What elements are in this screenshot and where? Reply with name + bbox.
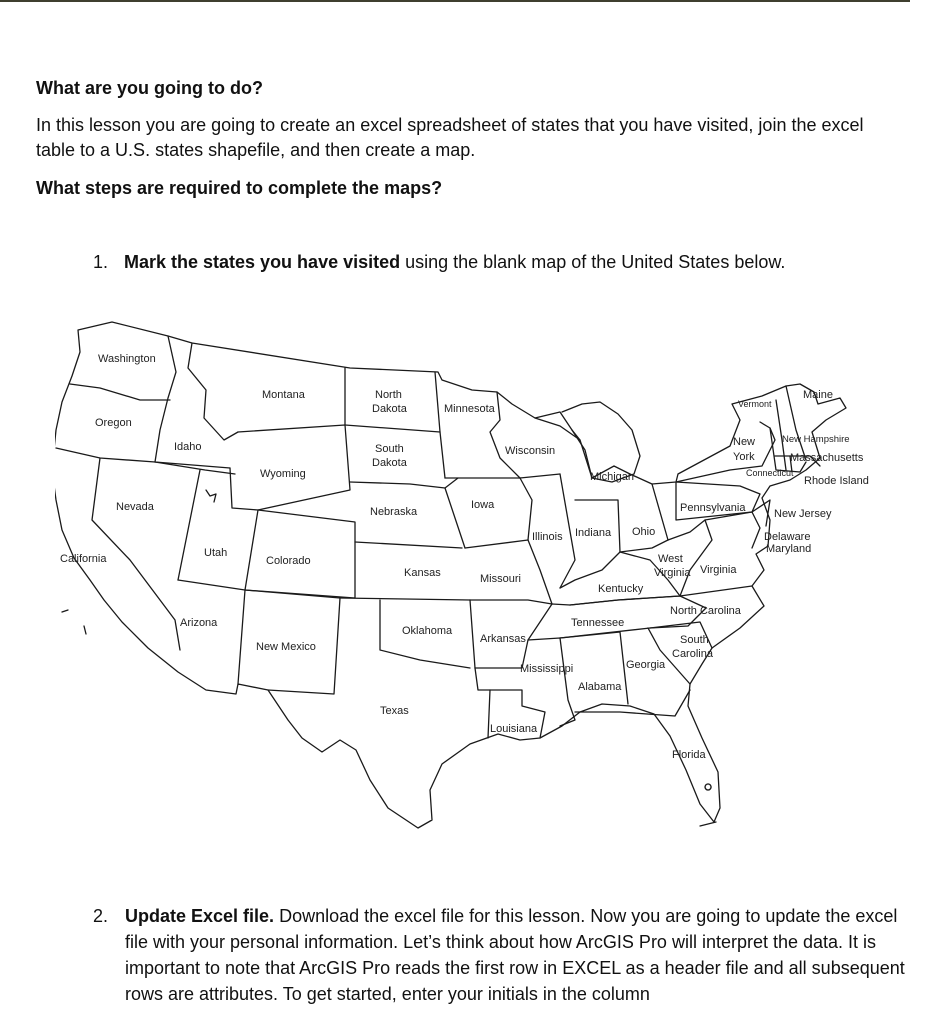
border-ut-co bbox=[230, 468, 258, 590]
step-2-bold: Update Excel file. bbox=[125, 906, 275, 926]
step-1-number: 1. bbox=[93, 252, 109, 272]
label-minnesota: Minnesota bbox=[444, 403, 495, 415]
border-ne-ks bbox=[355, 542, 462, 548]
border-mi-upper bbox=[535, 418, 580, 440]
border-sd-ne bbox=[350, 478, 458, 488]
label-new-york-line2: York bbox=[733, 451, 755, 463]
label-montana: Montana bbox=[262, 389, 305, 401]
label-oklahoma: Oklahoma bbox=[402, 625, 453, 637]
label-maryland: Maryland bbox=[766, 543, 812, 555]
label-delaware: Delaware bbox=[764, 531, 811, 543]
label-wisconsin: Wisconsin bbox=[505, 445, 556, 457]
label-colorado: Colorado bbox=[266, 555, 311, 567]
step-2-text bbox=[125, 903, 925, 1007]
label-washington: Washington bbox=[98, 353, 156, 365]
label-utah: Utah bbox=[204, 547, 228, 559]
label-new-jersey: New Jersey bbox=[774, 508, 832, 520]
label-iowa: Iowa bbox=[471, 499, 495, 511]
border-mo-il bbox=[528, 540, 552, 604]
step-1 bbox=[93, 249, 893, 275]
label-arkansas: Arkansas bbox=[480, 633, 526, 645]
border-nd-sd bbox=[345, 425, 440, 432]
label-north-dakota-line2: Dakota bbox=[372, 403, 407, 415]
step-2-number: 2. bbox=[93, 906, 109, 926]
border-michigan bbox=[562, 402, 640, 482]
heading-what-to-do: What are you going to do? bbox=[36, 78, 263, 98]
border-co bbox=[245, 510, 355, 598]
label-michigan: Michigan bbox=[590, 471, 635, 483]
label-north-dakota-line1: North bbox=[375, 389, 402, 401]
border-az-nm bbox=[238, 590, 245, 684]
label-south-carolina-line1: South bbox=[680, 634, 709, 646]
border-ia-mo bbox=[465, 540, 528, 548]
border-nv-az bbox=[178, 470, 200, 580]
label-oregon: Oregon bbox=[95, 417, 132, 429]
label-vermont: Vermont bbox=[738, 399, 772, 409]
label-west-virginia-line2: Virginia bbox=[654, 567, 691, 579]
label-south-dakota-line1: South bbox=[375, 443, 404, 455]
isle-fl-keys bbox=[700, 822, 716, 826]
step-2-rest: Download the excel file for this lesson. Now you are going to update the excel file with your personal information. Let’s think about how ArcGIS Pro will interpret the data. It is important to note that ArcGIS Pro reads the first row in EXCEL as a header file and all subsequent rows are attributes. To get started, enter your initials in the column bbox=[125, 906, 905, 1004]
label-texas: Texas bbox=[380, 705, 409, 717]
heading-steps: What steps are required to complete the maps? bbox=[36, 178, 443, 198]
label-west-virginia-line1: West bbox=[658, 553, 683, 565]
label-alabama: Alabama bbox=[578, 681, 622, 693]
lake-ut bbox=[206, 490, 216, 502]
label-louisiana: Louisiana bbox=[490, 723, 538, 735]
border-wa-or bbox=[70, 384, 170, 400]
label-illinois: Illinois bbox=[532, 531, 563, 543]
label-indiana: Indiana bbox=[575, 527, 612, 539]
border-ms-al bbox=[528, 638, 575, 726]
label-rhode-island: Rhode Island bbox=[804, 475, 869, 487]
border-ia-il bbox=[520, 478, 532, 540]
label-mississippi: Mississippi bbox=[520, 663, 574, 675]
label-pennsylvania: Pennsylvania bbox=[680, 502, 746, 514]
isle-ca-1 bbox=[62, 610, 68, 612]
border-or-ca-nv bbox=[56, 448, 155, 462]
lake-fl bbox=[705, 784, 711, 790]
label-new-mexico: New Mexico bbox=[256, 641, 316, 653]
label-connecticut: Connecticut bbox=[746, 468, 794, 478]
label-new-hampshire: New Hampshire bbox=[782, 434, 850, 445]
border-pa bbox=[676, 482, 760, 520]
label-missouri: Missouri bbox=[480, 573, 521, 585]
label-kentucky: Kentucky bbox=[598, 583, 644, 595]
border-ne-ia bbox=[445, 488, 465, 548]
label-wyoming: Wyoming bbox=[260, 468, 306, 480]
border-ks-ok bbox=[340, 598, 470, 600]
step-1-text bbox=[124, 249, 785, 275]
border-ok-ar bbox=[470, 600, 475, 668]
label-florida: Florida bbox=[672, 749, 706, 761]
label-north-carolina: North Carolina bbox=[670, 605, 741, 617]
border-oh-wv bbox=[620, 540, 668, 552]
label-tennessee: Tennessee bbox=[571, 617, 625, 629]
label-south-carolina-line2: Carolina bbox=[672, 648, 713, 660]
border-md bbox=[705, 512, 760, 548]
label-georgia: Georgia bbox=[626, 659, 666, 671]
intro-paragraph: In this lesson you are going to create an excel spreadsheet of states that you have visited, join the excel table to a U.S. states shapefile, and then create a map. bbox=[36, 115, 864, 160]
border-id-mt bbox=[188, 343, 238, 440]
label-nevada: Nevada bbox=[116, 501, 154, 513]
border-wi-il bbox=[520, 474, 560, 478]
label-ohio: Ohio bbox=[632, 526, 656, 538]
step-2 bbox=[93, 903, 923, 1021]
us-blank-map bbox=[55, 318, 885, 838]
label-idaho: Idaho bbox=[174, 441, 202, 453]
isle-ca-2 bbox=[84, 626, 86, 634]
step-1-rest: using the blank map of the United States below. bbox=[400, 252, 786, 272]
border-va-nc bbox=[680, 586, 752, 596]
label-california: California bbox=[60, 553, 107, 565]
label-kansas: Kansas bbox=[404, 567, 441, 579]
label-virginia: Virginia bbox=[700, 564, 737, 576]
label-massachusetts: Massachusetts bbox=[790, 452, 864, 464]
step-1-bold: Mark the states you have visited bbox=[124, 252, 401, 272]
label-new-york-line1: New bbox=[733, 436, 756, 448]
border-mo-ar bbox=[470, 600, 552, 604]
border-dakota-mn bbox=[435, 372, 445, 478]
label-maine: Maine bbox=[803, 389, 833, 401]
border-tx-la bbox=[475, 668, 490, 738]
label-nebraska: Nebraska bbox=[370, 506, 418, 518]
top-rule bbox=[0, 0, 910, 2]
state-labels bbox=[60, 353, 869, 761]
label-south-dakota-line2: Dakota bbox=[372, 457, 407, 469]
border-ut-az bbox=[178, 580, 245, 590]
border-in-oh bbox=[575, 500, 620, 552]
label-arizona: Arizona bbox=[180, 617, 218, 629]
border-ga-fl bbox=[575, 690, 690, 716]
